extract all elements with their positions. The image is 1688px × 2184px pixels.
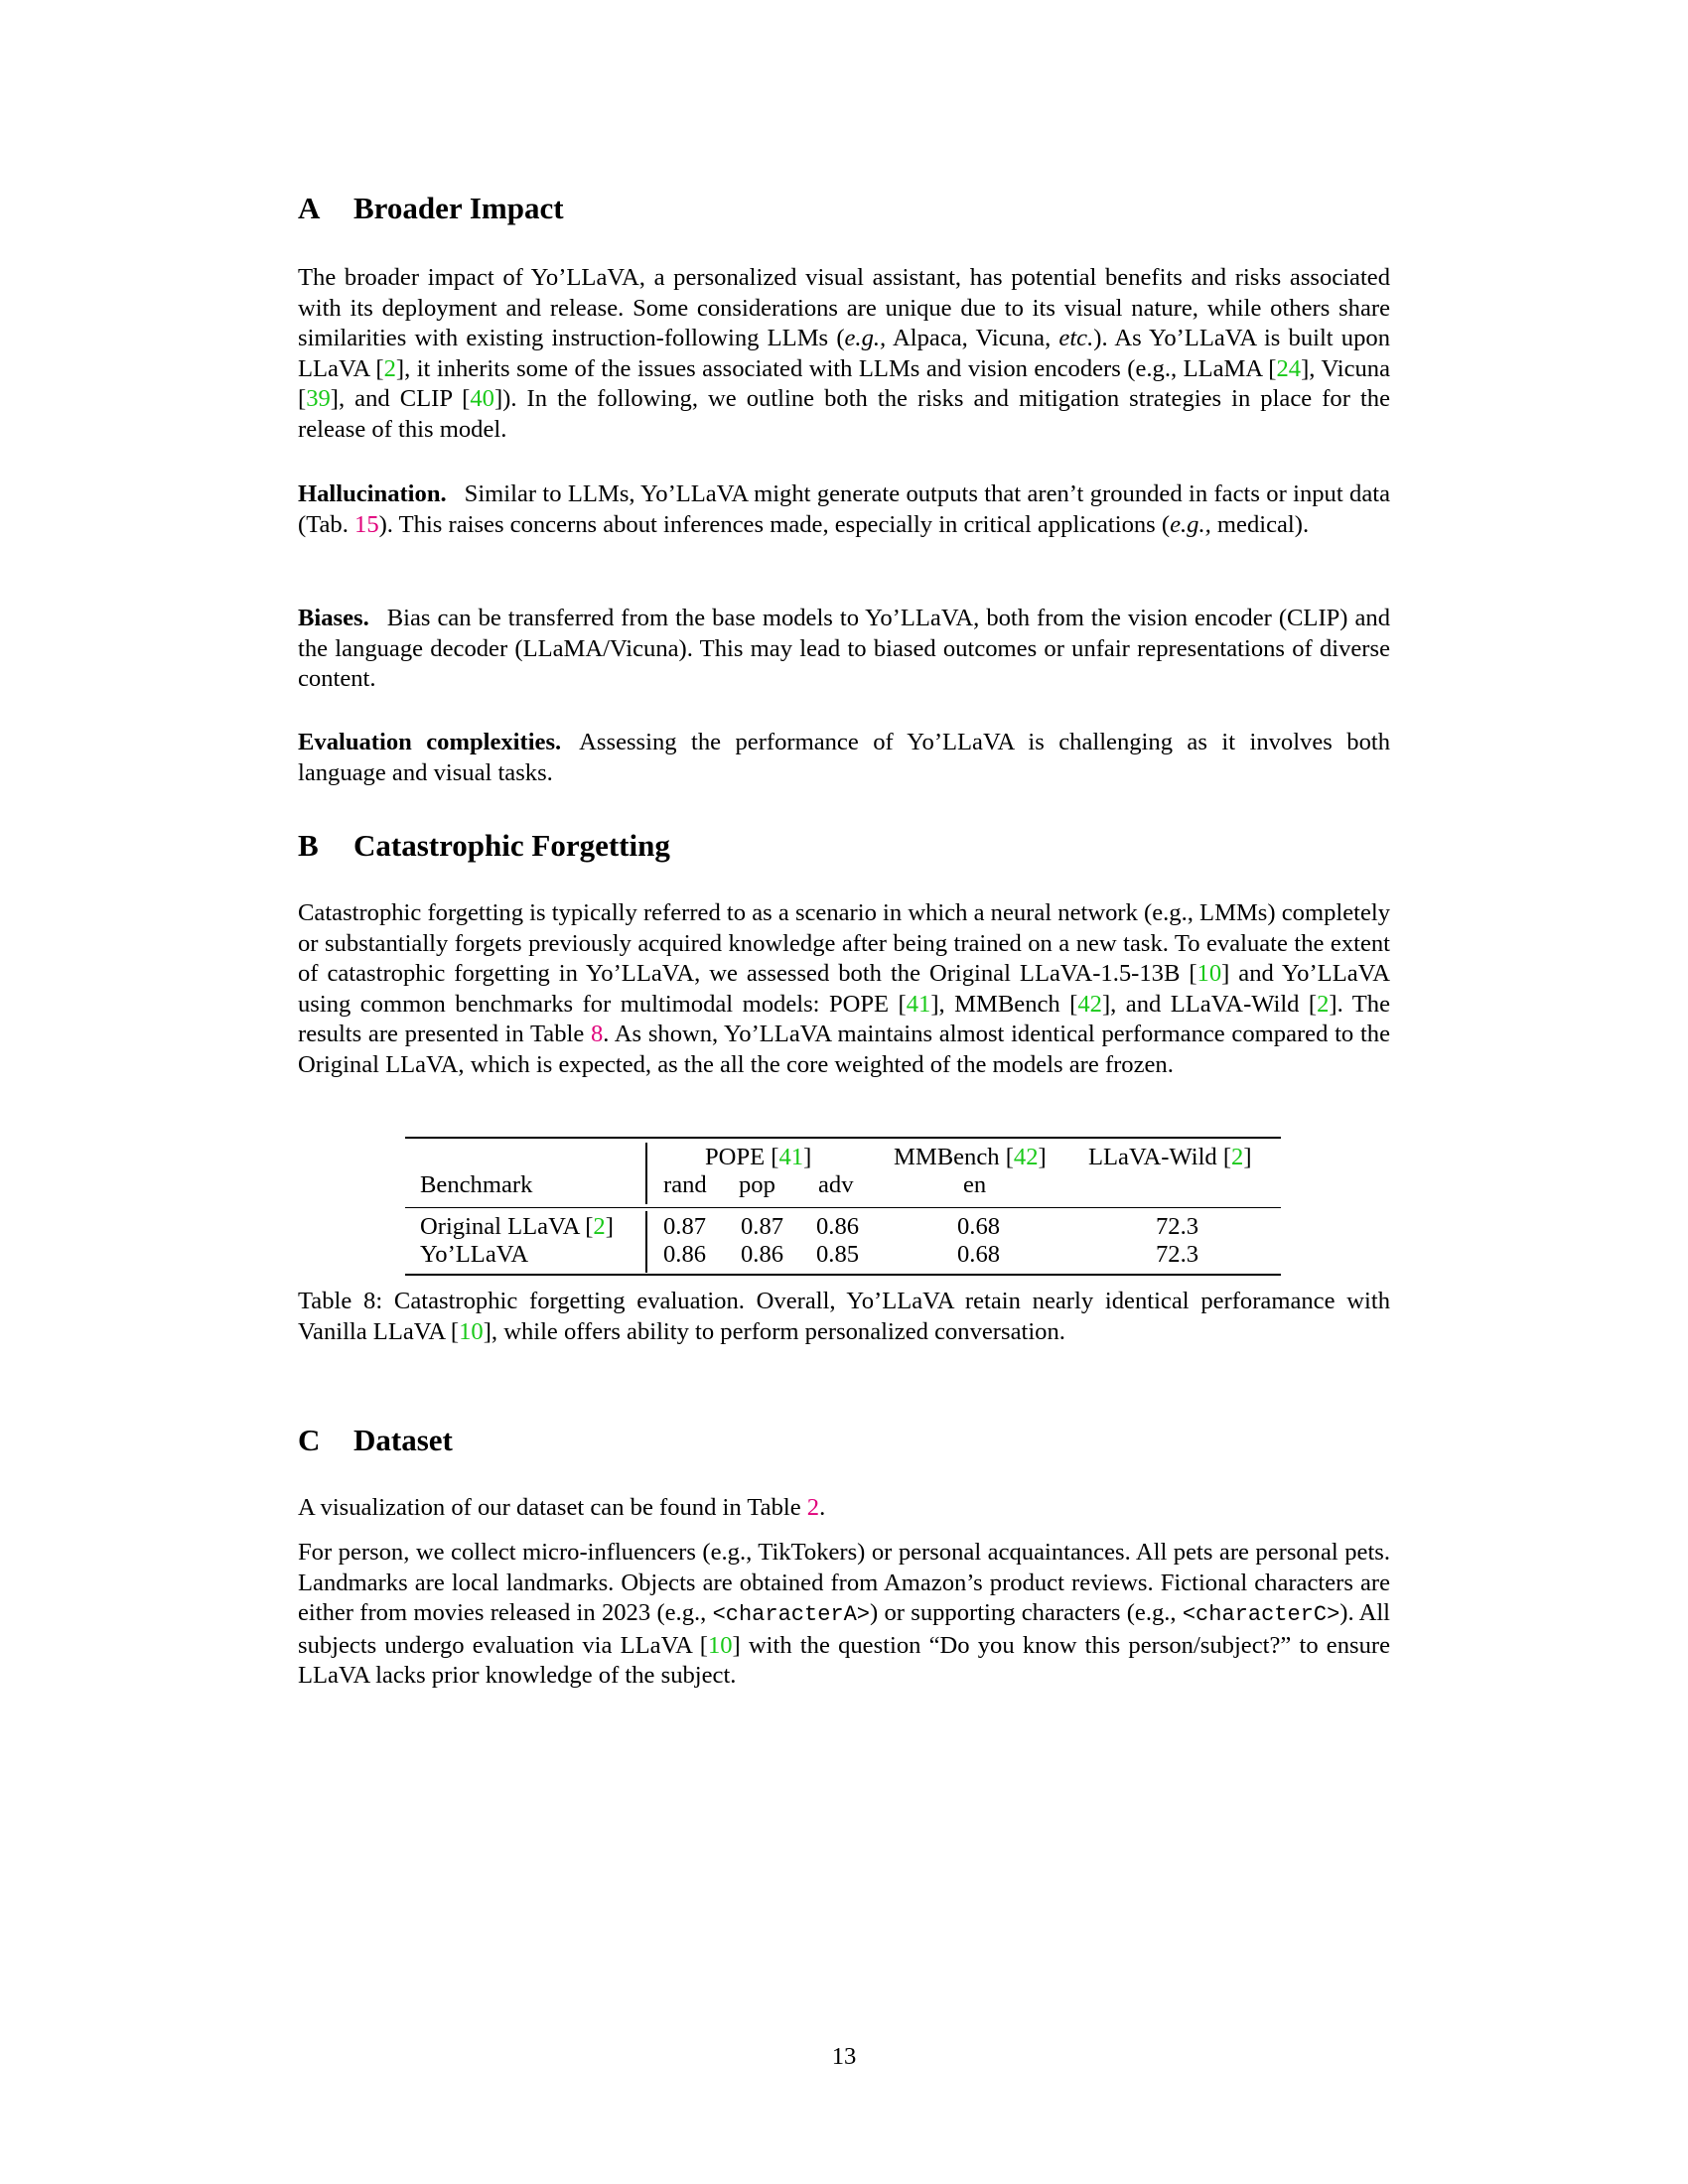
- cell-wild: 72.3: [1156, 1241, 1199, 1268]
- table-header-row-2: [405, 1171, 1281, 1199]
- hallucination-paragraph: Hallucination. Similar to LLMs, Yo’LLaVA might generate outputs that aren’t grounded in facts or input data (Tab. 15). This raises concerns about inferences made, especially in critical applications (e.g., medical).: [298, 480, 1390, 538]
- benchmark-header: Benchmark: [420, 1171, 533, 1198]
- en-header: en: [963, 1171, 987, 1198]
- pope-header: POPE [41]: [705, 1144, 812, 1170]
- section-b-heading: B Catastrophic Forgetting: [298, 828, 670, 863]
- citation-link[interactable]: 10: [707, 1631, 733, 1659]
- table-caption: Table 8: Catastrophic forgetting evaluation. Overall, Yo’LLaVA retain nearly identical perforamance with Vanilla LLaVA [10], while offers ability to perform personalized conversation.: [298, 1288, 1390, 1345]
- cell-adv: 0.86: [816, 1213, 860, 1240]
- citation-link[interactable]: 2: [1317, 990, 1330, 1018]
- table-reference-link[interactable]: 2: [806, 1494, 820, 1521]
- adv-header: adv: [818, 1171, 854, 1198]
- cell-wild: 72.3: [1156, 1213, 1199, 1240]
- citation-link[interactable]: 10: [1196, 960, 1222, 987]
- cell-rand: 0.87: [663, 1213, 707, 1240]
- citation-link[interactable]: 41: [906, 990, 931, 1018]
- llava-wild-header: LLaVA-Wild [2]: [1088, 1144, 1252, 1170]
- page-number: 13: [831, 2043, 857, 2070]
- row-label: Original LLaVA [2]: [420, 1213, 614, 1240]
- cell-en: 0.68: [957, 1213, 1001, 1240]
- broader-impact-paragraph: The broader impact of Yo’LLaVA, a personalized visual assistant, has potential benefits and risks associated with its deployment and release. Some considerations are unique due to its visual nature, while others share similarities with existing instruction-following LLMs (e.g., Alpaca, Vicuna, etc.). As Yo’LLaVA is built upon LLaVA [2], it inherits some of the issues associated with LLMs and vision encoders (e.g., LLaMA [24], Vicuna [39], and CLIP [40]). In the following, we outline both the risks and mitigation strategies in place for the release of this model.: [298, 264, 1390, 443]
- table-bottom-rule: [405, 1274, 1281, 1276]
- citation-link[interactable]: 2: [383, 354, 396, 382]
- cell-rand: 0.86: [663, 1241, 707, 1268]
- table-reference-link[interactable]: 8: [590, 1021, 604, 1047]
- citation-link[interactable]: 24: [1276, 354, 1302, 382]
- section-a-heading: A Broader Impact: [298, 191, 564, 225]
- cell-pop: 0.87: [741, 1213, 784, 1240]
- citation-link[interactable]: 42: [1077, 990, 1102, 1018]
- citation-link[interactable]: 39: [306, 385, 331, 412]
- pop-header: pop: [739, 1171, 775, 1198]
- dataset-paragraph-2: For person, we collect micro-influencers (e.g., TikTokers) or personal acquaintances. All pets are personal pets. Landmarks are local landmarks. Objects are obtained from Amazon’s product reviews. Fictional characters are either from movies released in 2023 (e.g., <characterA>) or supporting characters (e.g., <characterC>). All subjects undergo evaluation via LLaVA [10] with the question “Do you know this person/subject?” to ensure LLaVA lacks prior knowledge of the subject.: [298, 1539, 1390, 1689]
- dataset-paragraph-1: A visualization of our dataset can be found in Table 2.: [298, 1494, 826, 1521]
- table-row: [405, 1241, 1281, 1269]
- table-header-row-1: [405, 1144, 1281, 1171]
- citation-link[interactable]: 10: [459, 1317, 484, 1345]
- table-top-rule: [405, 1137, 1281, 1139]
- results-table: [405, 1137, 1281, 1276]
- biases-paragraph: Biases. Bias can be transferred from the base models to Yo’LLaVA, both from the vision encoder (CLIP) and the language decoder (LLaMA/Vicuna). This may lead to biased outcomes or unfair representations of diverse content.: [298, 605, 1390, 692]
- section-c-heading: C Dataset: [298, 1423, 453, 1457]
- cell-en: 0.68: [957, 1241, 1001, 1268]
- rand-header: rand: [663, 1171, 707, 1198]
- citation-link[interactable]: 40: [470, 385, 494, 412]
- cell-pop: 0.86: [741, 1241, 784, 1268]
- evaluation-paragraph: Evaluation complexities. Assessing the performance of Yo’LLaVA is challenging as it involves both language and visual tasks.: [298, 729, 1390, 786]
- table-reference-link[interactable]: 15: [354, 510, 379, 538]
- catastrophic-forgetting-paragraph: Catastrophic forgetting is typically referred to as a scenario in which a neural network (e.g., LMMs) completely or substantially forgets previously acquired knowledge after being trained on a new task. To evaluate the extent of catastrophic forgetting in Yo’LLaVA, we assessed both the Original LLaVA-1.5-13B [10] and Yo’LLaVA using common benchmarks for multimodal models: POPE [41], MMBench [42], and LLaVA-Wild [2]. The results are presented in Table 8. As shown, Yo’LLaVA maintains almost identical performance compared to the Original LLaVA, which is expected, as the all the core weighted of the models are frozen.: [298, 899, 1391, 1078]
- mmbench-header: MMBench [42]: [894, 1144, 1047, 1170]
- cell-adv: 0.85: [816, 1241, 860, 1268]
- row-label: Yo’LLaVA: [420, 1241, 529, 1268]
- table-row: [405, 1213, 1281, 1241]
